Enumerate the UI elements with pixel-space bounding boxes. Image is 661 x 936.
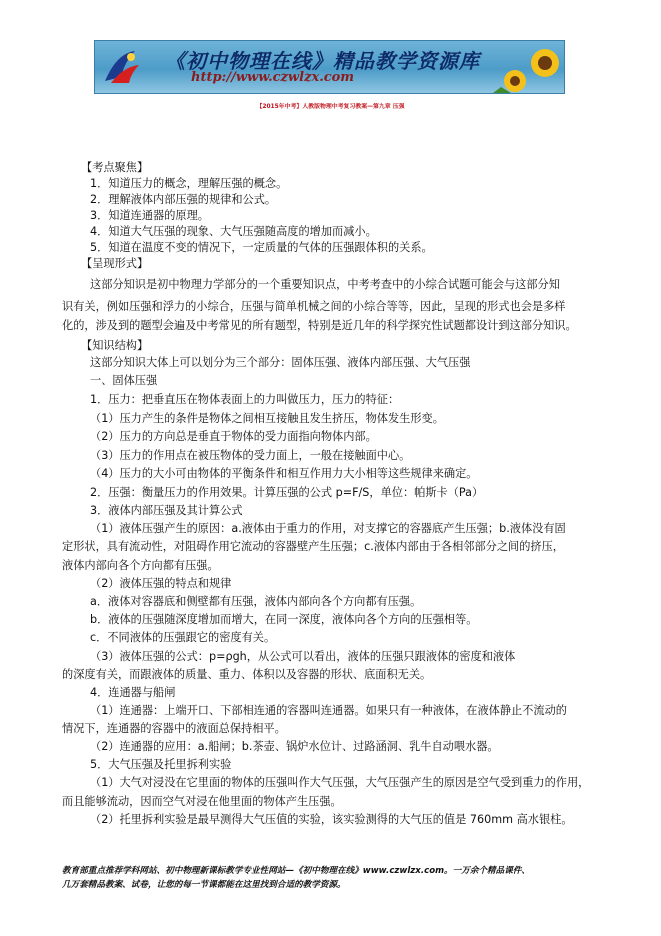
text-line: c．不同液体的压强跟它的密度有关。 bbox=[90, 631, 276, 644]
text-line: 1．压力：把垂直压在物体表面上的力叫做压力，压力的特征： bbox=[90, 393, 400, 406]
site-logo-icon bbox=[101, 47, 143, 87]
text-line: 5．知道在温度不变的情况下，一定质量的气体的压强跟体积的关系。 bbox=[90, 241, 433, 254]
text-line: 4．连通器与船闸 bbox=[90, 686, 176, 699]
text-line: b．液体的压强随深度增加而增大，在同一深度，液体向各个方向的压强相等。 bbox=[90, 613, 478, 626]
text-line: 的深度有关，而跟液体的质量、重力、体积以及容器的形状、底面积无关。 bbox=[62, 668, 432, 681]
text-line: 情况下，连通器的容器中的液面总保持相平。 bbox=[62, 722, 286, 735]
page-footer bbox=[62, 864, 622, 892]
sunflower-icon bbox=[493, 47, 563, 93]
section-heading-structure: 【知识结构】 bbox=[81, 339, 149, 352]
text-line: a．液体对容器底和侧壁都有压强，液体内部向各个方向都有压强。 bbox=[90, 595, 422, 608]
text-line: 4．知道大气压强的现象、大气压强随高度的增加而减小。 bbox=[90, 225, 377, 238]
document-title: 【2015年中考】人教版物理中考复习教案—第九章 压强 bbox=[256, 104, 405, 110]
text-line: （2）液体压强的特点和规律 bbox=[90, 577, 232, 590]
banner-url: http://www.czwlzx.com bbox=[191, 70, 355, 85]
text-line: （1）液体压强产生的原因：a.液体由于重力的作用，对支撑它的容器底产生压强；b.液体没有固 bbox=[90, 522, 566, 535]
text-line: （2）压力的方向总是垂直于物体的受力面指向物体内部。 bbox=[90, 430, 377, 443]
footer-line: 几万套精品教案、试卷，让您的每一节课都能在这里找到合适的教学资源。 bbox=[62, 880, 346, 890]
section-heading-key-points: 【考点聚焦】 bbox=[81, 161, 149, 174]
text-line: （3）液体压强的公式：p=ρgh，从公式可以看出，液体的压强只跟液体的密度和液体 bbox=[90, 650, 516, 663]
text-line: 2．压强：衡量压力的作用效果。计算压强的公式 p=F/S，单位：帕斯卡（Pa） bbox=[90, 486, 484, 499]
text-line: 3．知道连通器的原理。 bbox=[90, 209, 209, 222]
text-line: 2．理解液体内部压强的规律和公式。 bbox=[90, 193, 277, 206]
subheading-solid-pressure: 一、固体压强 bbox=[90, 374, 158, 387]
footer-line: 教育部重点推荐学科网站、初中物理新课标教学专业性网站—《初中物理在线》www.czwlzx.com。一万余个精品课件、 bbox=[62, 866, 530, 876]
text-line: 而且能够流动，因而空气对浸在他里面的物体产生压强。 bbox=[62, 795, 342, 808]
text-line: 液体内部向各个方向都有压强。 bbox=[62, 559, 219, 572]
section-heading-forms: 【呈现形式】 bbox=[81, 257, 149, 270]
text-line: 5．大气压强及托里拆利实验 bbox=[90, 758, 232, 771]
text-line: （1）大气对浸没在它里面的物体的压强叫作大气压强，大气压强产生的原因是空气受到重力的作用， bbox=[90, 776, 590, 789]
text-line: 1．知道压力的概念，理解压强的概念。 bbox=[90, 177, 288, 190]
header-banner bbox=[94, 40, 565, 94]
text-line: 这部分知识大体上可以划分为三个部分：固体压强、液体内部压强、大气压强 bbox=[90, 356, 471, 369]
text-line: （2）托里拆利实验是最早测得大气压值的实验，该实验测得的大气压的值是 760mm 高水银柱。 bbox=[90, 813, 573, 826]
text-line: （1）连通器：上端开口、下部相连通的容器叫连通器。如果只有一种液体，在液体静止不流动的 bbox=[90, 704, 567, 717]
text-line: 识有关，例如压强和浮力的小综合，压强与简单机械之间的小综合等等，因此，呈现的形式也会是多样 bbox=[62, 300, 566, 313]
text-line: 化的，涉及到的题型会遍及中考常见的所有题型，特别是近几年的科学探究性试题都设计到这部分知识。 bbox=[62, 319, 577, 332]
text-line: （4）压力的大小可由物体的平衡条件和相互作用力大小相等这些规律来确定。 bbox=[90, 467, 478, 480]
text-line: （3）压力的作用点在被压物体的受力面上，一般在接触面中心。 bbox=[90, 449, 411, 462]
text-line: （1）压力产生的条件是物体之间相互接触且发生挤压，物体发生形变。 bbox=[90, 412, 444, 425]
text-line: （2）连通器的应用：a.船闸；b.茶壶、锅炉水位计、过路涵洞、乳牛自动喂水器。 bbox=[90, 740, 499, 753]
text-line: 定形状，具有流动性，对阻碍作用它流动的容器壁产生压强；c.液体内部由于各相邻部分之间的挤压， bbox=[62, 540, 564, 553]
text-line: 这部分知识是初中物理力学部分的一个重要知识点，中考考查中的小综合试题可能会与这部分知 bbox=[90, 278, 560, 291]
banner-title: 《初中物理在线》精品教学资源库 bbox=[165, 49, 480, 73]
text-line: 3．液体内部压强及其计算公式 bbox=[90, 504, 243, 517]
